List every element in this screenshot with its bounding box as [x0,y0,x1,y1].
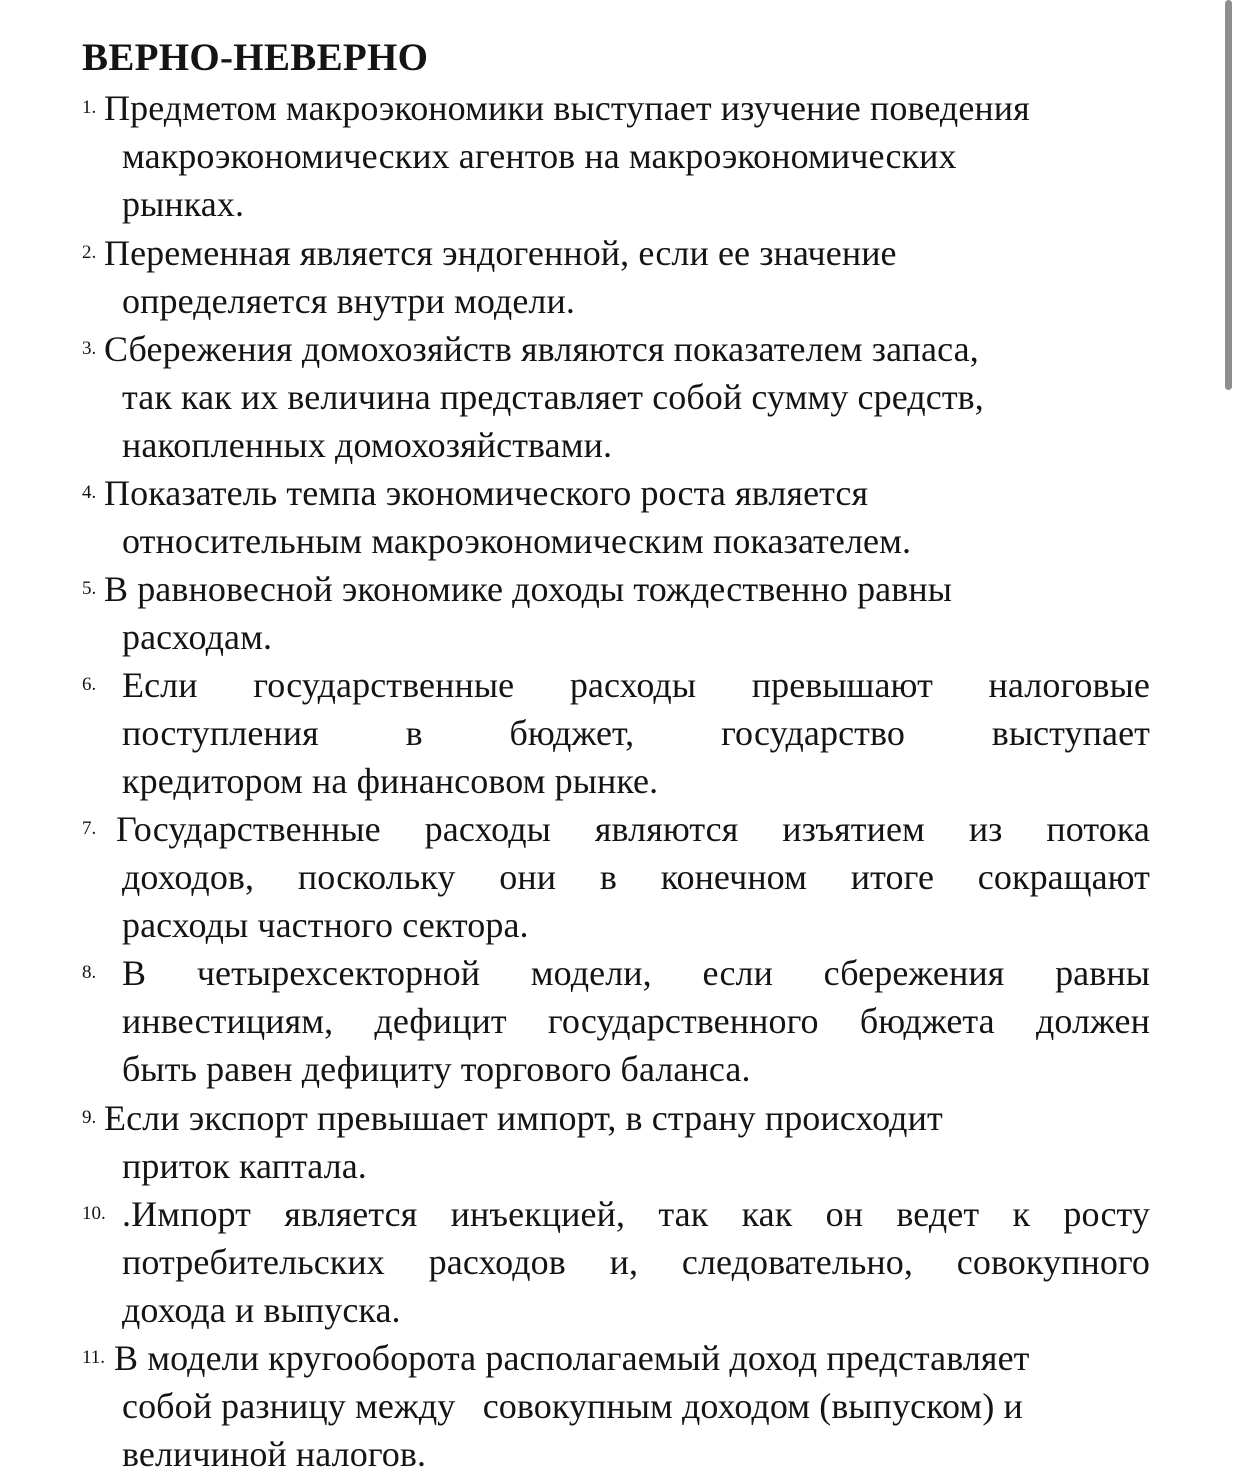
item-number: 10. [82,1203,106,1224]
item-text-line: дохода и выпуска. [122,1290,401,1330]
item-text-line: В четырехсекторной модели, если сбережения равны [122,953,1150,993]
list-item [82,949,1154,1093]
item-number: 5. [82,578,97,599]
item-number: 6. [82,674,97,695]
item-text-line: расходам. [122,617,273,657]
item-text-line: быть равен дефициту торгового баланса. [122,1049,751,1089]
item-text-line: расходы частного сектора. [122,905,529,945]
item-text-line: В равновесной экономике доходы тождественно равны [104,569,953,609]
item-text-line: макроэкономических агентов на макроэкономических [122,136,957,176]
item-text-line: определяется внутри модели. [122,281,575,321]
item-text-line: В модели кругооборота располагаемый доход представляет [114,1338,1030,1378]
item-text-line: Государственные расходы являются изъятием из потока [116,809,1150,849]
item-text-line: потребительских расходов и, следовательно, совокупного [122,1242,1150,1282]
vertical-scrollbar[interactable] [1225,0,1232,390]
item-text-line: приток каптала. [122,1146,367,1186]
page-title: ВЕРНО-НЕВЕРНО [82,36,429,79]
item-number: 7. [82,818,97,839]
item-text-line: так как их величина представляет собой сумму средств, [122,377,984,417]
item-text-line: Показатель темпа экономического роста является [104,473,869,513]
item-text-line: .Импорт является инъекцией, так как он ведет к росту [122,1194,1150,1234]
item-number: 4. [82,482,97,503]
item-text-line: Сбережения домохозяйств являются показателем запаса, [104,329,979,369]
item-number: 11. [82,1347,106,1368]
list-item [82,1094,1154,1190]
list-item [82,661,1154,805]
item-number: 2. [82,242,97,263]
item-text-line: поступления в бюджет, государство выступает [122,713,1150,753]
list-item [82,84,1154,228]
list-item [82,805,1154,949]
item-number: 3. [82,338,97,359]
item-text-line: рынках. [122,184,245,224]
list-item [82,565,1154,661]
item-number: 1. [82,97,97,118]
item-number: 8. [82,962,97,983]
list-item [82,325,1154,469]
item-text-line: доходов, поскольку они в конечном итоге сокращают [122,857,1150,897]
item-text-line: собой разницу между совокупным доходом (выпуском) и [122,1386,1023,1426]
item-text-line: кредитором на финансовом рынке. [122,761,659,801]
item-text-line: Предметом макроэкономики выступает изучение поведения [104,88,1030,128]
item-text-line: Если экспорт превышает импорт, в страну происходит [104,1098,943,1138]
item-text-line: величиной налогов. [122,1434,427,1474]
list-item [82,1334,1154,1478]
item-text-line: Переменная является эндогенной, если ее значение [104,233,897,273]
item-text-line: Если государственные расходы превышают налоговые [122,665,1150,705]
item-text-line: относительным макроэкономическим показателем. [122,521,912,561]
item-number: 9. [82,1107,97,1128]
item-text-line: инвестициям, дефицит государственного бюджета должен [122,1001,1150,1041]
list-item [82,469,1154,565]
list-item [82,229,1154,325]
list-item [82,1190,1154,1334]
item-text-line: накопленных домохозяйствами. [122,425,613,465]
